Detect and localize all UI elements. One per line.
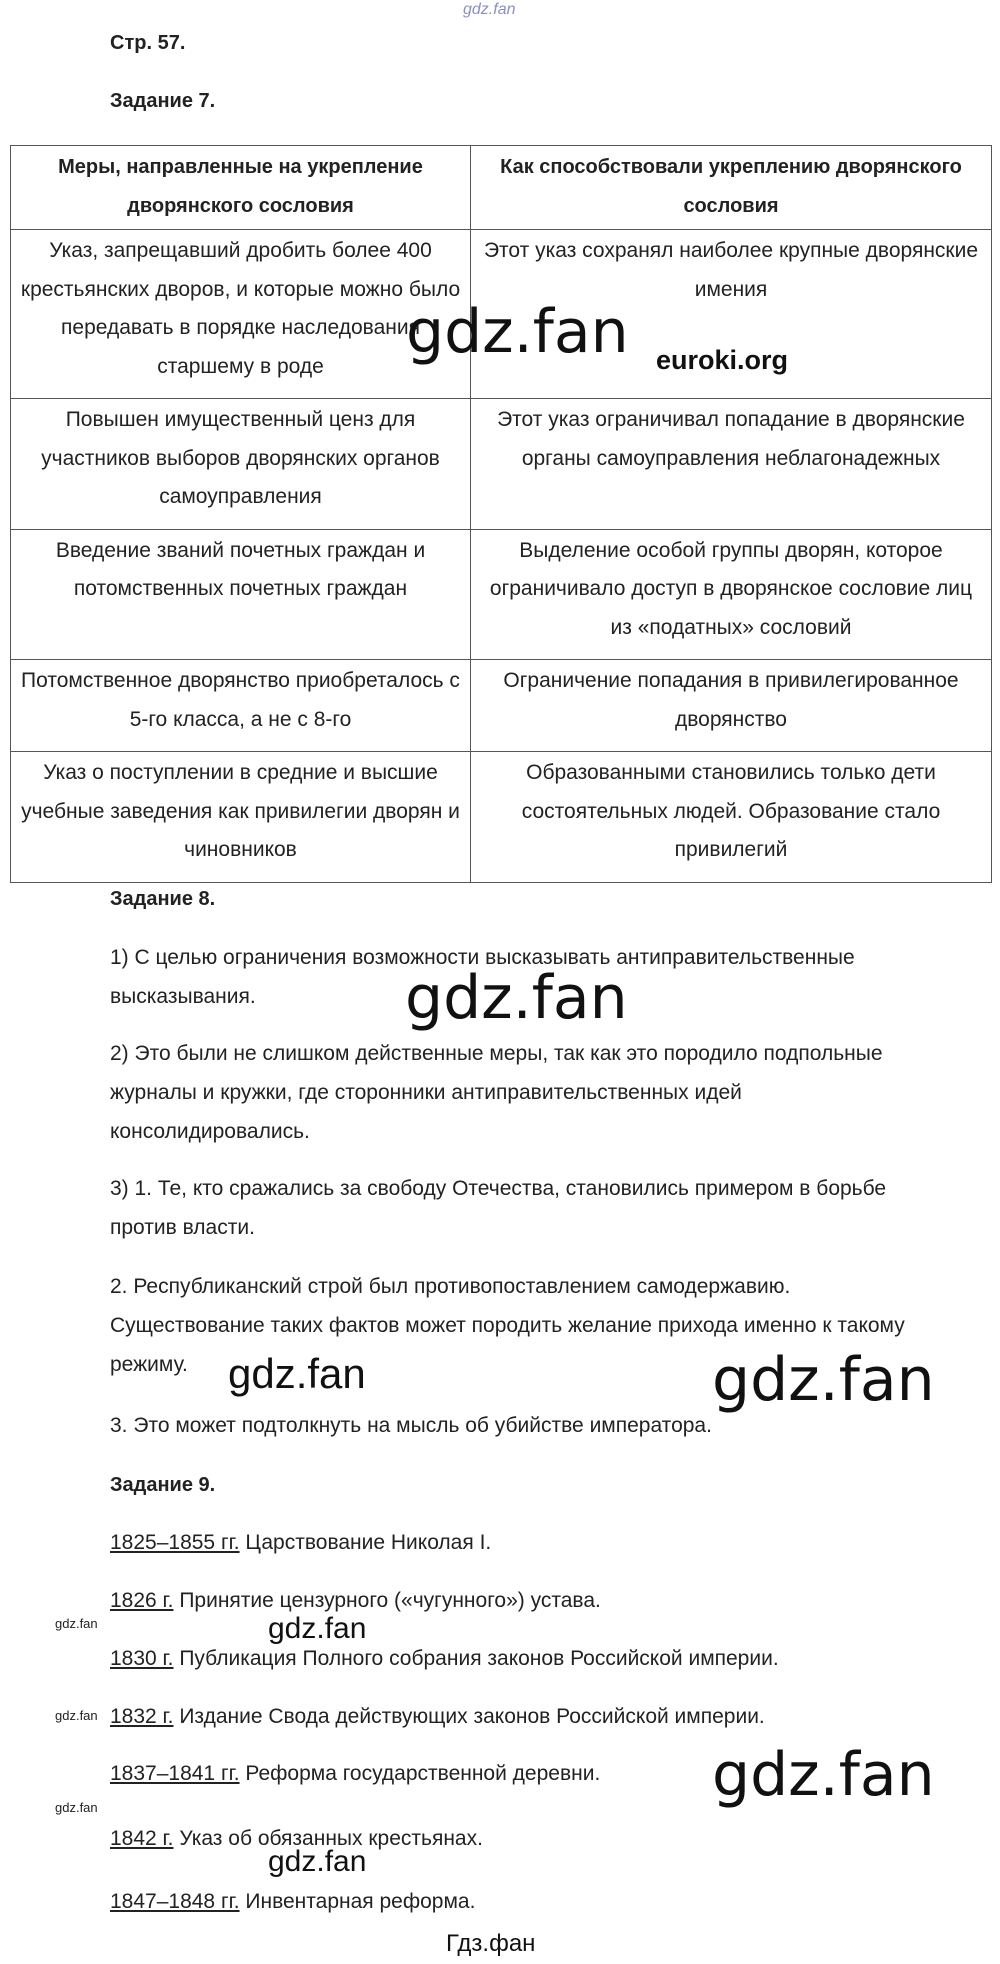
watermark-small: gdz.fan (55, 1708, 98, 1723)
task9-title: Задание 9. (110, 1474, 216, 1496)
task8-p2-line3: консолидировались. (110, 1120, 310, 1143)
task8-p2-line2: журналы и кружки, где сторонники антиправительственных идей (110, 1081, 742, 1104)
task7-table (10, 145, 992, 883)
timeline-item (110, 1647, 779, 1671)
watermark-gdz: gdz.fan (712, 1740, 935, 1810)
table-cell: Этот указ ограничивал попадание в дворянские органы самоуправления неблагонадежных (471, 399, 992, 530)
table-cell: Этот указ сохранял наиболее крупные дворянские имения (471, 230, 992, 399)
task8-title: Задание 8. (110, 888, 216, 910)
task8-p4-line3: режиму. (110, 1353, 188, 1376)
task8-p5: 3. Это может подтолкнуть на мысль об убийстве императора. (110, 1414, 712, 1437)
timeline-date: 1837–1841 гг. (110, 1762, 240, 1785)
table-cell: Указ, запрещавший дробить более 400 крестьянских дворов, и которые можно было передавать в порядке наследования старшему в роде (11, 230, 471, 399)
timeline-text: Указ об обязанных крестьянах. (173, 1827, 483, 1850)
timeline-date: 1830 г. (110, 1647, 174, 1670)
timeline-item (110, 1531, 491, 1555)
watermark-footer: Гдз.фан (446, 1930, 536, 1957)
task8-p1-line2: высказывания. (110, 985, 256, 1008)
timeline-item (110, 1762, 600, 1786)
watermark-gdz: gdz.fan (268, 1845, 367, 1878)
table-cell: Введение званий почетных граждан и потомственных почетных граждан (11, 529, 471, 660)
table-cell: Выделение особой группы дворян, которое ограничивало доступ в дворянское сословие лиц из «податных» сословий (471, 529, 992, 660)
watermark-gdz: gdz.fan (406, 297, 629, 367)
timeline-item (110, 1705, 765, 1729)
watermark-small: gdz.fan (55, 1800, 98, 1815)
table-header-measures: Меры, направленные на укрепление дворянского сословия (11, 146, 471, 230)
table-row (11, 529, 992, 660)
watermark-gdz: gdz.fan (712, 1345, 935, 1415)
watermark-gdz: gdz.fan (268, 1612, 367, 1645)
watermark-top: gdz.fan (463, 1, 516, 18)
timeline-text: Реформа государственной деревни. (239, 1762, 601, 1785)
watermark-gdz: gdz.fan (228, 1350, 366, 1397)
table-cell: Повышен имущественный ценз для участников выборов дворянских органов самоуправления (11, 399, 471, 530)
table-header-row (11, 146, 992, 230)
timeline-date: 1825–1855 гг. (110, 1531, 240, 1554)
table-cell: Ограничение попадания в привилегированное дворянство (471, 660, 992, 752)
table-cell: Образованными становились только дети состоятельных людей. Образование стало привилегий (471, 752, 992, 883)
timeline-text: Принятие цензурного («чугунного») устава. (173, 1589, 601, 1612)
task7-title: Задание 7. (110, 90, 216, 112)
timeline-text: Царствование Николая I. (239, 1531, 492, 1554)
table-row (11, 399, 992, 530)
task8-p4-line2: Существование таких фактов может породить желание прихода именно к такому (110, 1314, 905, 1337)
timeline-item (110, 1589, 601, 1613)
page-label: Стр. 57. (110, 32, 186, 54)
timeline-date: 1832 г. (110, 1705, 174, 1728)
table-cell: Потомственное дворянство приобреталось с 5-го класса, а не с 8-го (11, 660, 471, 752)
table-cell: Указ о поступлении в средние и высшие учебные заведения как привилегии дворян и чиновников (11, 752, 471, 883)
timeline-text: Издание Свода действующих законов Российской империи. (173, 1705, 765, 1728)
watermark-euroki: euroki.org (656, 345, 789, 375)
table-row (11, 660, 992, 752)
task8-p3-line1: 3) 1. Те, кто сражались за свободу Отечества, становились примером в борьбе (110, 1177, 887, 1200)
timeline-date: 1826 г. (110, 1589, 174, 1612)
timeline-text: Публикация Полного собрания законов Российской империи. (173, 1647, 779, 1670)
timeline-date: 1842 г. (110, 1827, 174, 1850)
task8-p4-line1: 2. Республиканский строй был противопоставлением самодержавию. (110, 1275, 791, 1298)
timeline-date: 1847–1848 гг. (110, 1890, 240, 1913)
timeline-text: Инвентарная реформа. (239, 1890, 476, 1913)
task8-p3-line2: против власти. (110, 1216, 255, 1239)
task8-p1-line1: 1) С целью ограничения возможности высказывать антиправительственные (110, 946, 855, 969)
table-header-effect: Как способствовали укреплению дворянского сословия (471, 146, 992, 230)
table-row (11, 752, 992, 883)
timeline-item (110, 1890, 475, 1914)
watermark-gdz: gdz.fan (405, 963, 628, 1033)
task8-p2-line1: 2) Это были не слишком действенные меры, так как это породило подпольные (110, 1042, 883, 1065)
watermark-small: gdz.fan (55, 1616, 98, 1631)
